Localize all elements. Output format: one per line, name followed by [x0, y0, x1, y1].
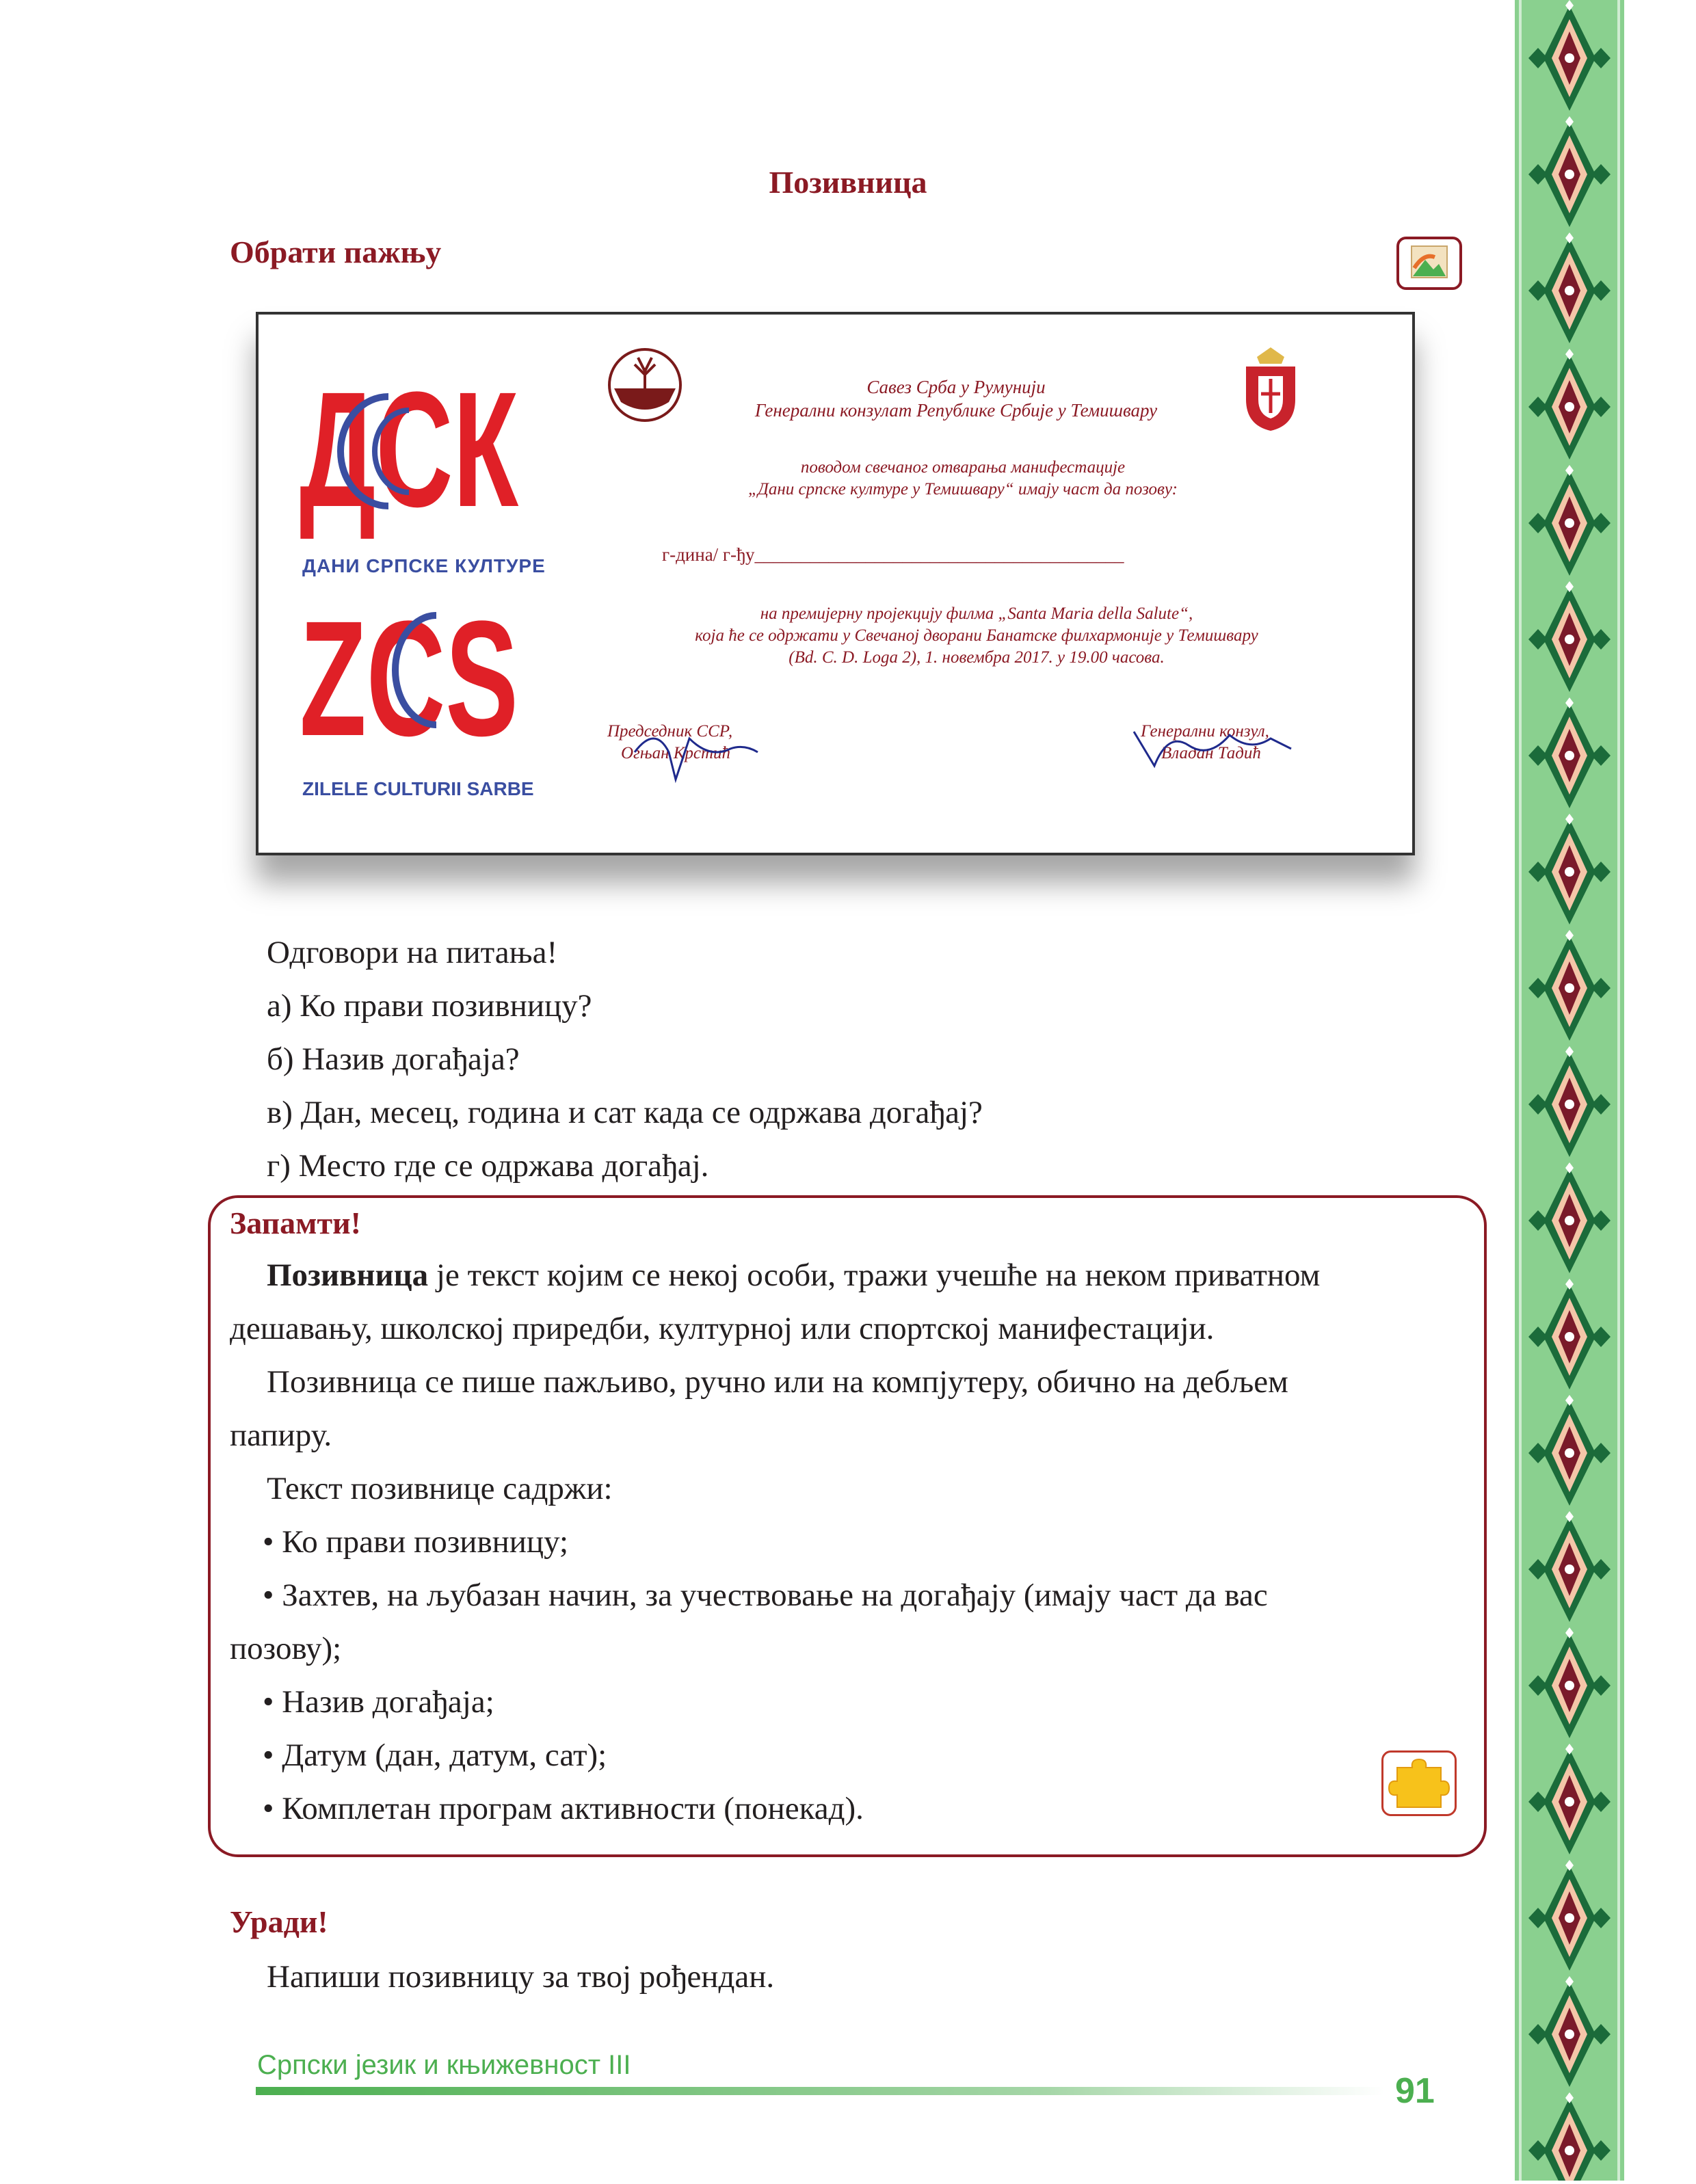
- paragraph2-line-2: папиру.: [230, 1417, 332, 1453]
- contains-heading: Текст позивнице садржи:: [267, 1471, 613, 1506]
- logo-bottom-text: ZCS: [300, 587, 518, 770]
- page-title: Позивница: [769, 165, 927, 200]
- footer-rule: [256, 2087, 1384, 2095]
- signature-right-icon: [1127, 711, 1305, 780]
- signature-right-name: Владан Тадић: [1161, 744, 1261, 762]
- question-a: а) Ко прави позивницу?: [267, 988, 592, 1024]
- footer-book-title: Српски језик и књижевност III: [257, 2050, 631, 2080]
- section-do-heading: Уради!: [230, 1904, 328, 1939]
- org-line-2: Генерални конзулат Републике Србије у Темишвару: [754, 400, 1158, 421]
- bullet-event-name: • Назив догађаја;: [263, 1684, 494, 1720]
- org-line-1: Савез Срба у Румунији: [866, 377, 1046, 397]
- coat-of-arms-icon: [1236, 345, 1305, 434]
- event-line-3: (Bd. C. D. Loga 2), 1. новембра 2017. у 19.00 часова.: [789, 648, 1165, 667]
- bullet-request-line-2: позову);: [230, 1631, 342, 1666]
- paragraph2-line-1: Позивница се пише пажљиво, ручно или на компјутеру, обично на дебљем: [267, 1364, 1288, 1400]
- event-line-1: на премијерну пројекцију филма „Santa Maria della Salute“,: [760, 604, 1193, 623]
- signature-left-title: Председник ССР,: [607, 722, 733, 741]
- puzzle-icon[interactable]: [1381, 1750, 1457, 1816]
- question-b: б) Назив догађаја?: [267, 1041, 520, 1077]
- question-c: в) Дан, месец, година и сат када се одржава догађај?: [267, 1095, 983, 1130]
- invitation-card: [256, 312, 1415, 855]
- occasion-line-2: „Дани српске културе у Темишвару“ имају част да позову:: [748, 480, 1178, 498]
- bullet-who: • Ко прави позивницу;: [263, 1524, 569, 1560]
- task-text: Напиши позивницу за твој рођендан.: [267, 1959, 775, 1995]
- signature-left-icon: [628, 711, 765, 786]
- logo-caption-romanian: ZILELE CULTURII SARBE: [302, 778, 534, 799]
- page-number: 91: [1395, 2071, 1435, 2111]
- bullet-date: • Датум (дан, датум, сат);: [263, 1737, 607, 1773]
- section-remember-heading: Запамти!: [230, 1206, 361, 1240]
- logo-top-text: ДСК: [300, 358, 519, 541]
- bullet-program: • Комплетан програм активности (понекад).: [263, 1791, 864, 1826]
- event-line-2: која ће се одржати у Свечаној дворани Банатске филхармоније у Темишвару: [695, 626, 1258, 645]
- dsk-logo: [300, 358, 532, 541]
- questions-intro: Одговори на питања!: [267, 935, 558, 970]
- image-icon[interactable]: [1396, 237, 1462, 290]
- definition-text: је текст којим се некој особи, тражи учешће на неком приватном: [428, 1257, 1321, 1293]
- definition-line-2: дешавању, школској приредби, културној или спортској манифестацији.: [230, 1311, 1215, 1346]
- section-attention-heading: Обрати пажњу: [230, 235, 442, 269]
- addressee-line: г-дина/ г-ђу________________________________________: [662, 544, 1124, 565]
- signature-right-title: Генерални конзул,: [1141, 722, 1269, 741]
- signature-left-name: Огњан Крстић: [621, 744, 731, 762]
- question-d: г) Место где се одржава догађај.: [267, 1148, 709, 1184]
- logo-caption-serbian: ДАНИ СРПСКЕ КУЛТУРЕ: [302, 555, 546, 576]
- tree-emblem-icon: [607, 347, 683, 423]
- occasion-line-1: поводом свечаног отварања манифестације: [800, 458, 1126, 477]
- definition-line-1: [267, 1249, 1320, 1302]
- bullet-request-line-1: • Захтев, на љубазан начин, за учествовање на догађају (имају част да вас: [263, 1577, 1268, 1613]
- ornamental-border: [1515, 0, 1624, 2181]
- definition-term: Позивница: [267, 1257, 429, 1293]
- zcs-logo: [300, 587, 532, 770]
